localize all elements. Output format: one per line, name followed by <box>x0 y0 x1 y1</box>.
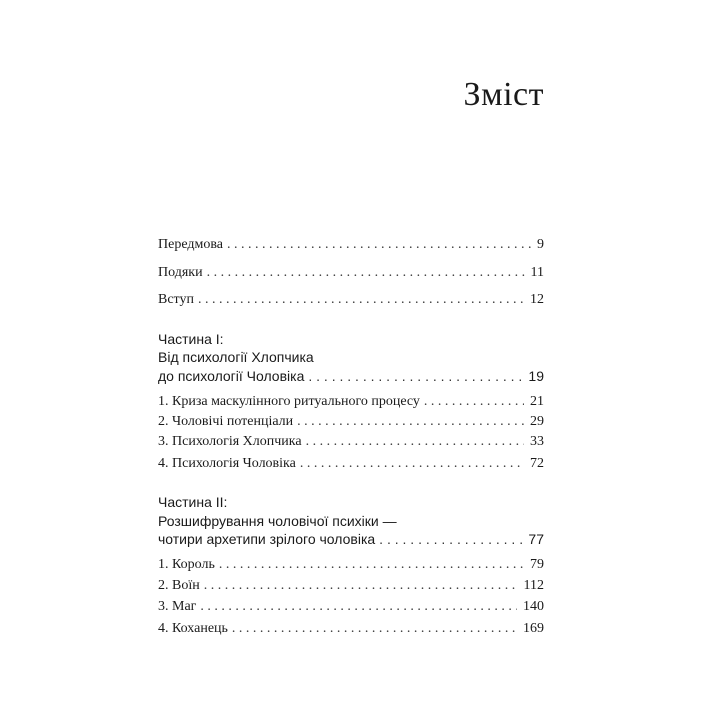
dot-leader <box>308 367 522 385</box>
toc-entry-page: 21 <box>530 394 544 409</box>
part-title-line: чотири архетипи зрілого чоловіка <box>158 531 376 547</box>
toc-entry-page: 29 <box>530 414 544 429</box>
toc-entry-page: 12 <box>530 292 544 307</box>
toc-entry <box>158 291 544 309</box>
toc-entry-page: 112 <box>523 578 544 593</box>
page-title: Зміст <box>463 76 544 113</box>
toc-entry-label: 3. Психологія Хлопчика <box>158 434 302 449</box>
dot-leader <box>300 455 524 473</box>
dot-leader <box>297 413 524 431</box>
toc-entry-label: Вступ <box>158 292 194 307</box>
part-heading: Частина ІІ: <box>158 494 228 510</box>
toc-entry-page: 19 <box>528 368 544 384</box>
toc-part-entry <box>158 530 544 548</box>
toc-entry <box>158 598 544 616</box>
toc-entry-label: 1. Король <box>158 557 215 572</box>
dot-leader <box>424 393 524 411</box>
toc-entry-label: 2. Воїн <box>158 578 200 593</box>
dot-leader <box>227 236 531 254</box>
toc-entry-label: Подяки <box>158 265 203 280</box>
toc-entry <box>158 620 544 638</box>
dot-leader <box>207 264 525 282</box>
toc-entry-label: Передмова <box>158 237 223 252</box>
toc-entry-page: 33 <box>530 434 544 449</box>
toc-entry <box>158 236 544 254</box>
toc-entry <box>158 556 544 574</box>
dot-leader <box>306 433 524 451</box>
dot-leader <box>219 556 524 574</box>
toc-entry-label: 3. Маг <box>158 599 197 614</box>
dot-leader <box>200 598 517 616</box>
toc-part-entry <box>158 367 544 385</box>
toc-entry <box>158 264 544 282</box>
toc-entry-page: 169 <box>523 621 544 636</box>
part-title-line: Розшифрування чоловічої психіки — <box>158 513 397 529</box>
toc-entry <box>158 393 544 411</box>
toc-entry-page: 79 <box>530 557 544 572</box>
part-title-line: до психології Чоловіка <box>158 368 305 384</box>
dot-leader <box>379 530 522 548</box>
part-title-line: Від психології Хлопчика <box>158 349 314 365</box>
toc-entry-page: 11 <box>530 265 544 280</box>
toc-entry <box>158 577 544 595</box>
part-heading: Частина І: <box>158 331 224 347</box>
dot-leader <box>232 620 517 638</box>
toc-entry-label: 4. Психологія Чоловіка <box>158 456 296 471</box>
dot-leader <box>204 577 518 595</box>
toc-entry-page: 140 <box>523 599 544 614</box>
toc-entry-label: 1. Криза маскулінного ритуального процесу <box>158 394 420 409</box>
toc-entry-label: 2. Чоловічі потенціали <box>158 414 294 429</box>
toc-entry <box>158 413 544 431</box>
toc-entry-label: 4. Коханець <box>158 621 228 636</box>
dot-leader <box>198 291 524 309</box>
toc-entry-page: 77 <box>528 531 544 547</box>
toc-entry-page: 72 <box>530 456 544 471</box>
toc-entry <box>158 433 544 451</box>
toc-entry <box>158 455 544 473</box>
toc-entry-page: 9 <box>537 237 544 252</box>
